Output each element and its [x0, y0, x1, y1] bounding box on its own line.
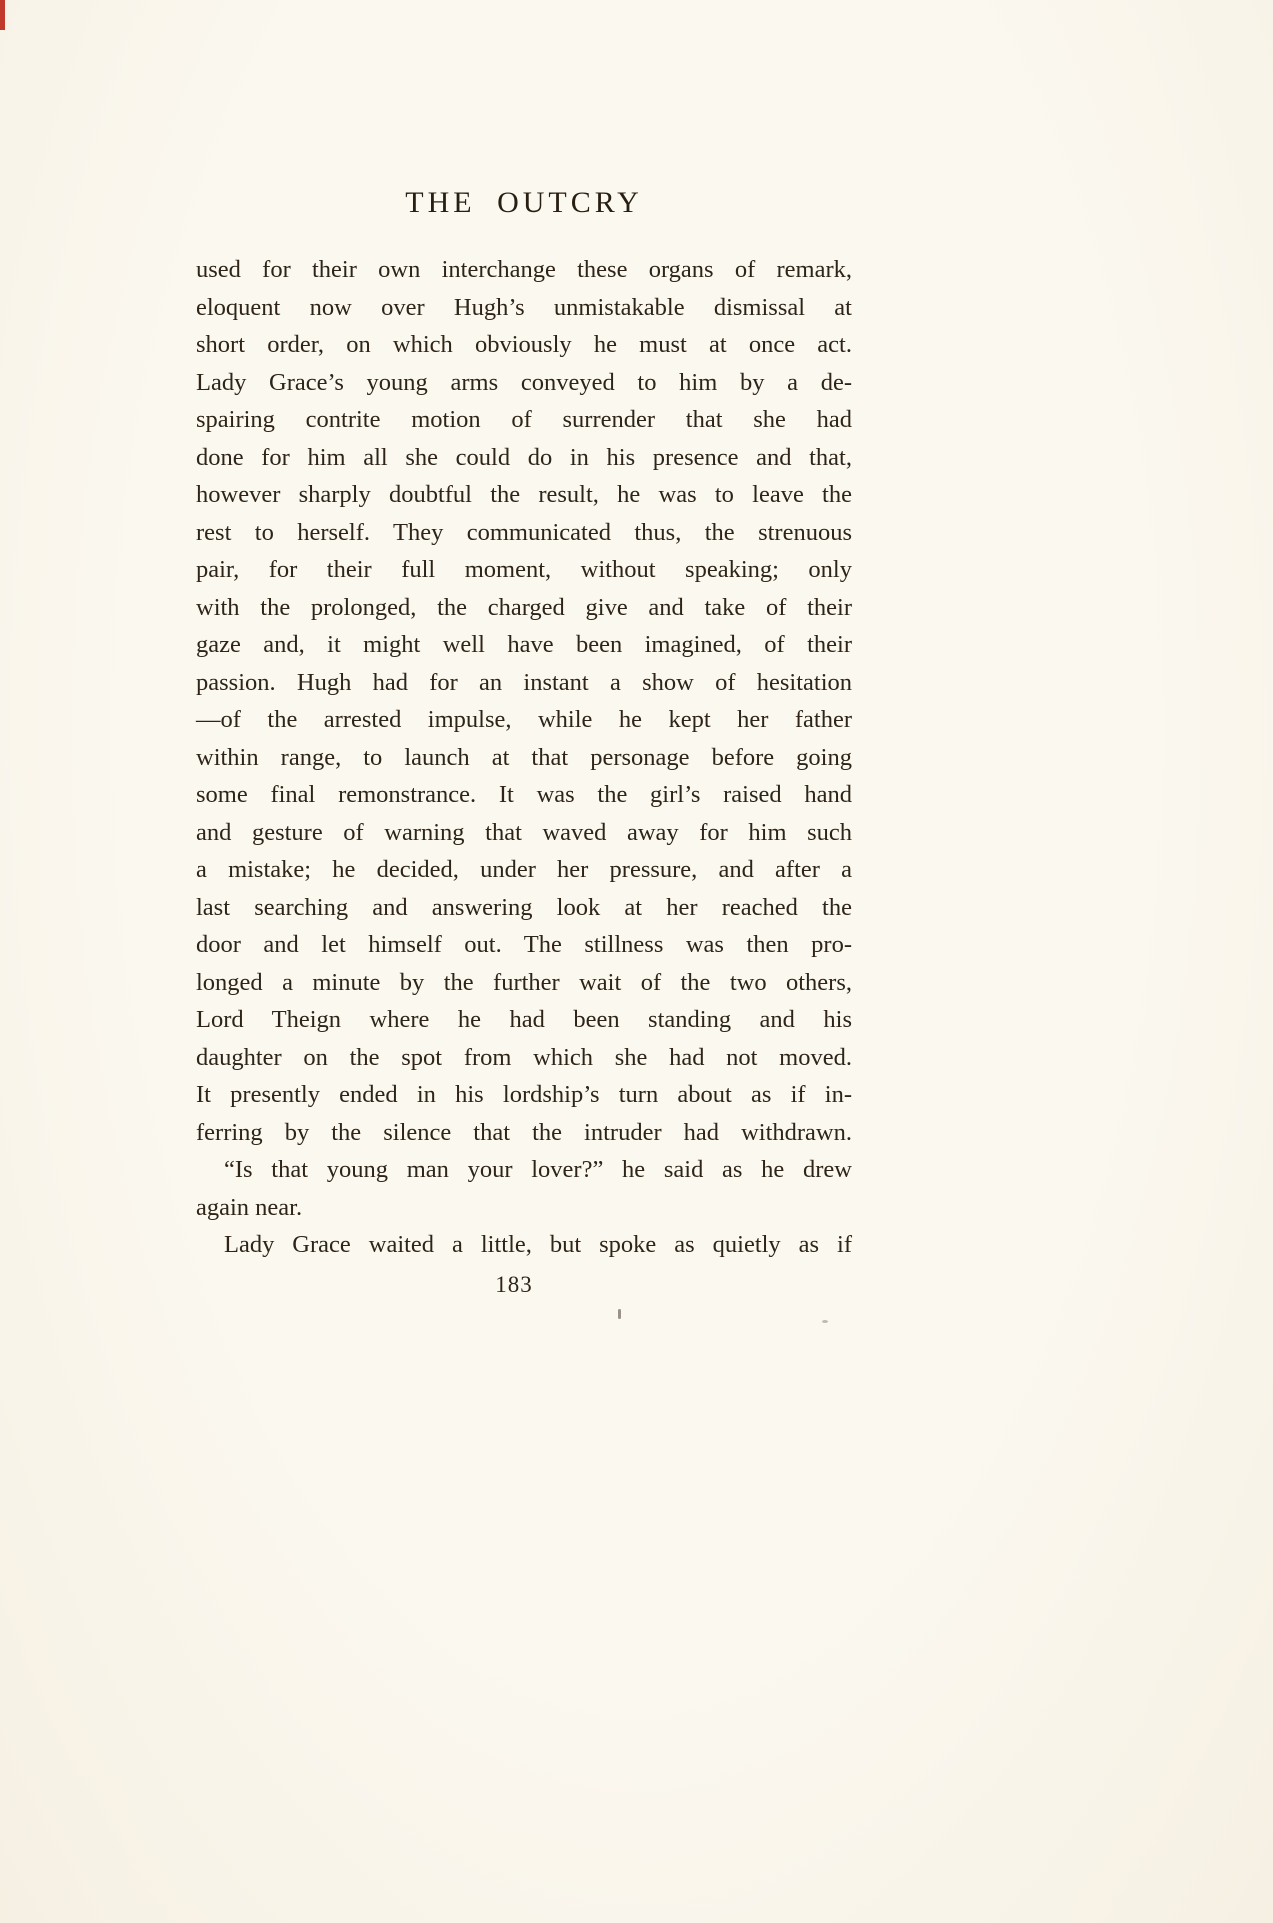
text-line: a mistake; he decided, under her pressure, and after a	[196, 856, 852, 883]
text-line: gaze and, it might well have been imagined, of their	[196, 631, 852, 658]
text-line: rest to herself. They communicated thus, the strenuous	[196, 518, 852, 546]
page-number: 183	[495, 1272, 533, 1297]
text-line: done for him all she could do in his presence and that,	[196, 443, 852, 471]
text-line: within range, to launch at that personage before going	[196, 743, 852, 771]
text-line: short order, on which obviously he must at once act.	[196, 331, 852, 358]
scan-artifact-red	[0, 0, 5, 30]
text-line: —of the arrested impulse, while he kept her father	[196, 706, 852, 733]
text-line: again near.	[196, 1193, 303, 1221]
page-header-title: THE OUTCRY	[405, 186, 643, 219]
text-line: Lord Theign where he had been standing and his	[196, 1006, 852, 1033]
text-line: Lady Grace waited a little, but spoke as quietly as if	[224, 1231, 852, 1258]
text-line: eloquent now over Hugh’s unmistakable dismissal at	[196, 293, 852, 321]
text-line: used for their own interchange these organs of remark,	[196, 256, 852, 283]
text-line: some final remonstrance. It was the girl’s raised hand	[196, 781, 852, 808]
text-line: and gesture of warning that waved away for him such	[196, 818, 852, 846]
text-line: with the prolonged, the charged give and take of their	[196, 593, 852, 621]
scan-artifact-ink	[618, 1309, 621, 1319]
text-line: longed a minute by the further wait of the two others,	[196, 968, 852, 996]
text-line: daughter on the spot from which she had not moved.	[196, 1043, 852, 1071]
text-line: It presently ended in his lordship’s turn about as if in-	[196, 1081, 852, 1108]
text-line: Lady Grace’s young arms conveyed to him by a de-	[196, 368, 852, 396]
text-line: “Is that young man your lover?” he said as he drew	[224, 1156, 852, 1183]
text-line: door and let himself out. The stillness was then pro-	[196, 931, 852, 958]
text-block	[196, 251, 852, 1264]
text-line: spairing contrite motion of surrender that she had	[196, 406, 852, 433]
text-line: pair, for their full moment, without speaking; only	[196, 556, 852, 583]
text-line: passion. Hugh had for an instant a show of hesitation	[196, 668, 852, 696]
text-line: last searching and answering look at her reached the	[196, 893, 852, 921]
text-line: ferring by the silence that the intruder had withdrawn.	[196, 1118, 852, 1146]
text-line: however sharply doubtful the result, he was to leave the	[196, 481, 852, 508]
scan-artifact-dot	[822, 1320, 828, 1323]
